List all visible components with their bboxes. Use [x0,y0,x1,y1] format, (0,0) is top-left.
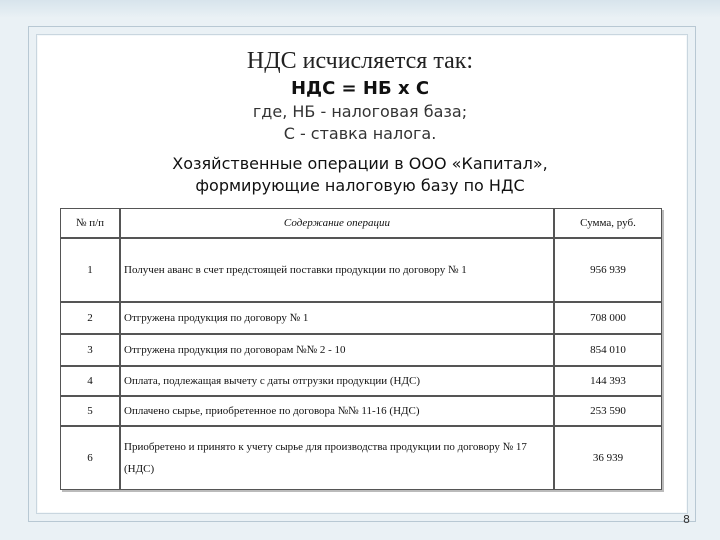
top-band [0,0,720,18]
header-num: № п/п [75,217,105,229]
table-row-4-num: 4 [87,375,93,387]
table-row-5-num: 5 [87,405,93,417]
slide-title: НДС исчисляется так: [246,48,474,74]
definition-tax-base: где, НБ - налоговая база; [252,102,468,121]
table-row-3-sum: 854 010 [590,344,626,356]
table-row-2-desc: Отгружена продукция по договору № 1 [124,312,309,324]
table-row-4-sum: 144 393 [590,375,626,387]
table-row-5-sum: 253 590 [590,405,626,417]
table-row-2-num: 2 [87,312,93,324]
table-subtitle-line-2: формирующие налоговую базу по НДС [195,176,525,195]
header-desc: Содержание операции [283,217,391,229]
table-row-5-desc: Оплачено сырье, приобретенное по договора №№ 11-16 (НДС) [124,405,420,417]
table-row-6-desc: Приобретено и принято к учету сырье для производства продукции по договору № 17 (НДС) [124,441,527,475]
table-row-4-desc: Оплата, подлежащая вычету с даты отгрузки продукции (НДС) [124,375,420,387]
table-row-1-num: 1 [87,264,93,276]
vat-formula: НДС = НБ х С [290,78,430,99]
header-sum: Сумма, руб. [580,217,636,229]
table-row-1-desc: Получен аванс в счет предстоящей поставки продукции по договору № 1 [124,264,467,276]
table-row-6-sum: 36 939 [592,452,624,464]
table-row-3-num: 3 [87,344,93,356]
table-subtitle-line-1: Хозяйственные операции в ООО «Капитал», [172,154,548,173]
table-row-1-sum: 956 939 [590,264,626,276]
definition-tax-rate: С - ставка налога. [283,124,437,143]
table-row-3-desc: Отгружена продукция по договорам №№ 2 - 10 [124,344,346,356]
table-row-6-num: 6 [87,452,93,464]
table-row-2-sum: 708 000 [590,312,626,324]
page-number: 8 [683,513,690,526]
